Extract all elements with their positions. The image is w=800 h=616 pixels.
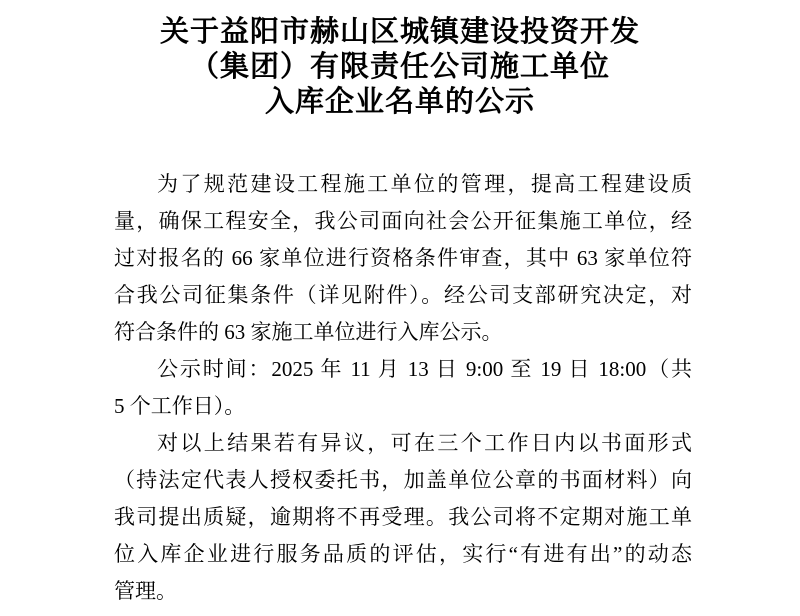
body-line: 符合条件的 63 家施工单位进行入库公示。: [114, 320, 503, 344]
body-line: 量，确保工程安全，我公司面向社会公开征集施工单位，经: [114, 209, 692, 233]
body-line: 5 个工作日）。: [114, 394, 246, 418]
document-title-line: 入库企业名单的公示: [264, 86, 535, 118]
body-line: 我司提出质疑，逾期将不再受理。我公司将不定期对施工单: [114, 505, 692, 529]
document-title-line: （集团）有限责任公司施工单位: [189, 51, 610, 83]
body-line: 管理。: [114, 579, 177, 603]
body-line: （持法定代表人授权委托书，加盖单位公章的书面材料）向: [114, 468, 692, 492]
document-title: [0, 0, 800, 120]
body-line: 过对报名的 66 家单位进行资格条件审查，其中 63 家单位符: [114, 246, 692, 270]
body-line: 合我公司征集条件（详见附件）。经公司支部研究决定，对: [114, 283, 692, 307]
body-line: 公示时间：2025 年 11 月 13 日 9:00 至 19 日 18:00（共: [157, 357, 692, 381]
document-body: [114, 166, 692, 610]
body-line: 对以上结果若有异议，可在三个工作日内以书面形式: [157, 431, 692, 455]
body-line: 位入库企业进行服务品质的评估，实行“有进有出”的动态: [114, 542, 692, 566]
body-line: 为了规范建设工程施工单位的管理，提高工程建设质: [157, 172, 692, 196]
document-title-line: 关于益阳市赫山区城镇建设投资开发: [159, 16, 640, 48]
